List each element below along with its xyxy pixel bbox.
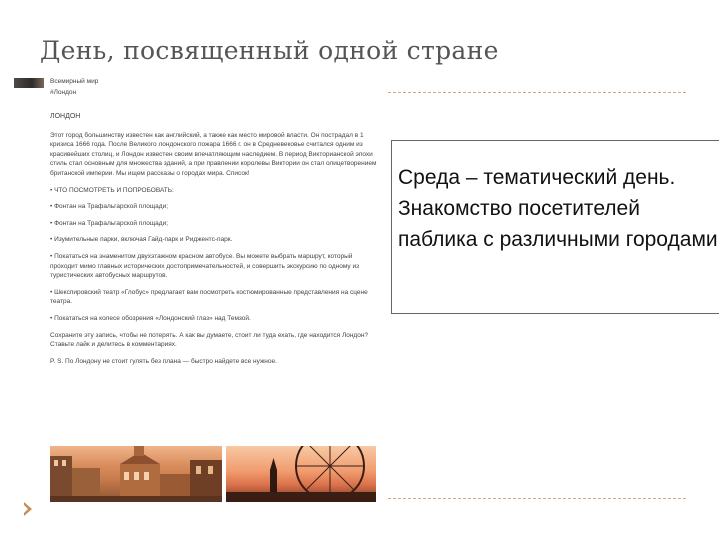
post-paragraph: • Покататься на колесе обозрения «Лондонский глаз» над Темзой. [50, 314, 251, 322]
social-post-screenshot [14, 76, 378, 506]
post-hashtag: #Лондон [50, 89, 77, 96]
post-meta [50, 76, 98, 98]
dashed-divider-top [388, 92, 686, 93]
post-paragraph: • Фонтан на Трафальгарской площади; [50, 219, 168, 227]
post-paragraph: Сохраните эту запись, чтобы не потерять. А как вы думаете, стоит ли туда ехать, где находится Лондон? Ставьте лайк и делитесь в комментариях. [50, 331, 369, 349]
london-eye-photo [226, 446, 376, 502]
london-street-photo [50, 446, 222, 502]
post-meta-line: Всемирный мир [50, 78, 99, 85]
dashed-divider-bottom [388, 498, 686, 499]
callout-text: Среда – тематический день. Знакомство посетителей паблика с различными городами [398, 166, 718, 251]
post-body [50, 112, 378, 373]
post-paragraph: • Покататься на знаменитом двухэтажном красном автобусе. Вы можете выбрать маршрут, который проходит мимо главных исторических достопримечательностей, и совершить экскурсию по одному из туристических автобусных маршрутов. [50, 252, 360, 280]
callout-box [391, 140, 719, 314]
post-paragraph: • Фонтан на Трафальгарской площади; [50, 203, 168, 211]
post-paragraph: • Изумительные парки, включая Гайд-парк и Риджентс-парк. [50, 236, 233, 244]
post-paragraph: Этот город большинству известен как английский, а также как место мировой власти. Он пострадал в 1 кризиса 1666 года. После Великого лондонского пожара 1666 г. он в Средневековье считался одним из красивейших столиц, и Лондон известен своим впечатляющим наследием. В период Викторианской эпохи стиль стал основным для множества зданий, а при правлении королевы Виктории он стал олицетворением британской империи. Мы ищем рассказы о городах мира. Список! [50, 131, 377, 177]
post-paragraph: P. S. По Лондону не стоит гулять без плана — быстро найдете все нужное. [50, 357, 277, 365]
post-paragraph: • ЧТО ПОСМОТРЕТЬ И ПОПРОБОВАТЬ: [50, 186, 174, 194]
post-paragraph: • Шекспировский театр «Глобус» предлагает вам посмотреть костюмированные представления на сцене театра. [50, 288, 368, 306]
slide-marker-arrow-icon [24, 502, 32, 516]
community-logo [14, 78, 44, 88]
slide-title: День, посвященный одной стране [40, 36, 499, 65]
post-city-heading: ЛОНДОН [50, 113, 81, 120]
